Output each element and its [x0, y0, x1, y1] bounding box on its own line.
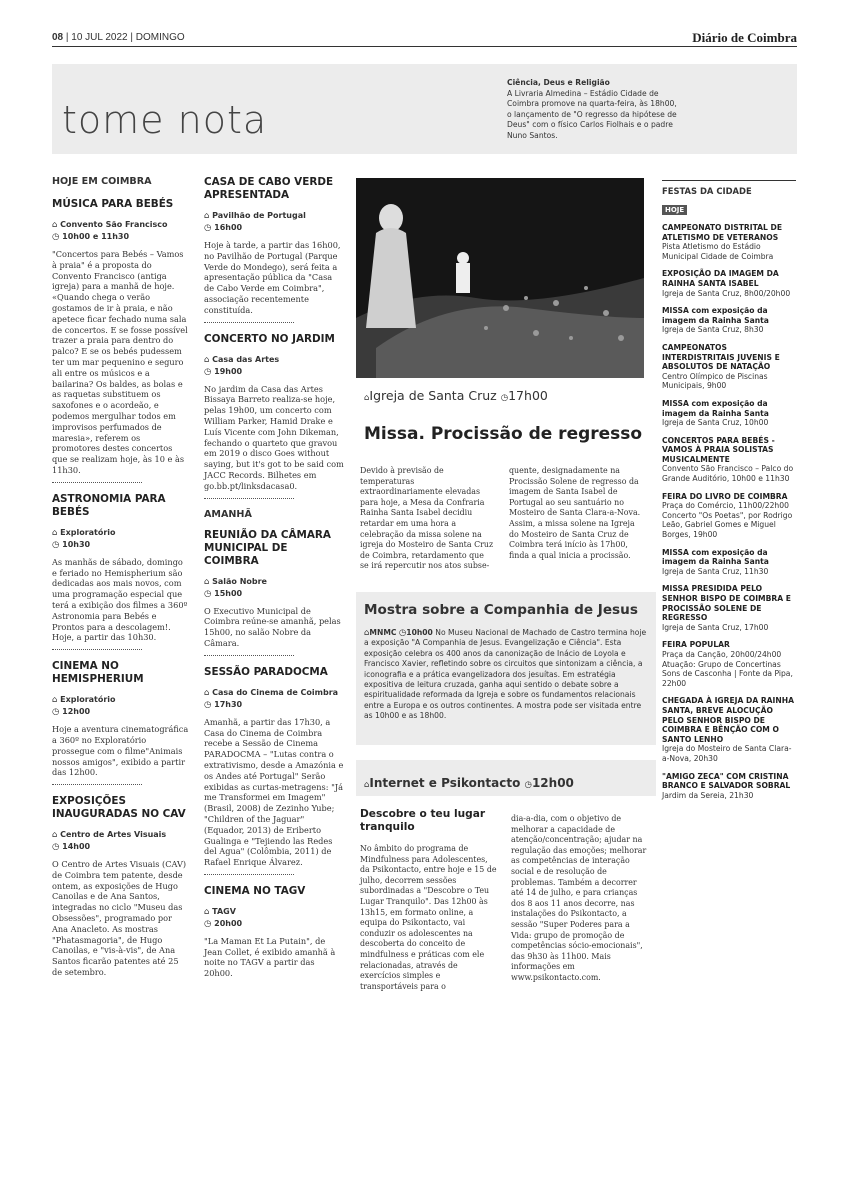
clock-icon: ◷: [204, 223, 215, 233]
event-location: [52, 829, 190, 853]
event-place: Centro de Artes Visuais: [60, 830, 167, 840]
sidebar-event-detail: Igreja de Santa Cruz, 17h00: [662, 622, 769, 632]
event-title: MÚSICA PARA BEBÉS: [52, 198, 174, 210]
event-time: 12h00: [62, 707, 91, 717]
sidebar-event-detail: Igreja do Mosteiro de Santa Clara-a-Nova, 20h30: [662, 744, 792, 763]
mind-text-a: No âmbito do programa de Mindfulness para Adolescentes, da Psikontacto, entre hoje e 15 de julho, decorrem sessões subordinadas a "Descobre o Teu Lugar Tranquilo". Das 12h00 às 13h15, em formato online, a equipa do Psikontacto, vai conduzir os adolescentes na descoberta do conceito de mindfulness e práticas com ele relacionadas, através de exercícios simples e transportáveis para o: [360, 844, 497, 991]
home-icon: ⌂: [204, 211, 213, 221]
clock-icon: ◷: [524, 780, 532, 790]
feature-headline: Missa. Procissão de regresso: [364, 424, 643, 444]
divider: [52, 649, 142, 650]
clock-icon: ◷: [204, 588, 215, 599]
event-item: [204, 666, 344, 875]
event-place: Convento São Francisco: [60, 220, 168, 229]
event-location: [204, 906, 344, 930]
sidebar-event-title: MISSA PRESIDIDA PELO SENHOR BISPO DE COIMBRA E PROCISSÃO SOLENE DE REGRESSO: [662, 584, 791, 623]
sidebar-event-title: "AMIGO ZECA" COM CRISTINA BRANCO E SALVADOR SOBRAL: [662, 771, 791, 791]
sidebar-event-title: FEIRA POPULAR: [662, 640, 730, 650]
mind-text-b: dia-a-dia, com o objetivo de melhorar a capacidade de atenção/concentração; ajudar na regulação das emoções; melhorar as competências de interação social e de resolução de problemas. Também a decorrer até 14 de julho, e para crianças dos 8 aos 11 anos decorre, nas instalações do Psikontacto, a sessão "Super Poderes para a Vida: grupo de promoção de competências sócio-emocionais", das 9h30 às 11h00. Mais informações em www.psikontacto.com.: [511, 814, 647, 982]
sidebar-event-title: MISSA com exposição da imagem da Rainha Santa: [662, 547, 769, 567]
sidebar-event: [662, 772, 796, 801]
sidebar-event: [662, 269, 796, 298]
event-location: [52, 219, 190, 243]
sidebar-event-detail: Igreja de Santa Cruz, 11h30: [662, 566, 769, 576]
event-text: "La Maman Et La Putain", de Jean Collet, é exibido amanhã à noite no TAGV a partir das 20h00.: [204, 935, 336, 979]
sidebar-event-title: FEIRA DO LIVRO DE COIMBRA: [662, 491, 788, 501]
promo-box: [507, 78, 677, 141]
home-icon: ⌂: [364, 393, 370, 403]
section-title: tome nota: [62, 98, 268, 142]
clock-icon: ◷: [52, 232, 63, 242]
home-icon: ⌂: [52, 220, 61, 230]
event-location: [52, 694, 190, 718]
clock-icon: ◷: [204, 918, 215, 929]
divider: [204, 655, 294, 656]
photo-caption: ⌂Igreja de Santa Cruz ◷17h00: [364, 388, 548, 403]
promo-title: Ciência, Deus e Religião: [507, 78, 610, 87]
event-title: CINEMA NO TAGV: [204, 884, 306, 897]
event-kicker: AMANHÃ: [204, 508, 252, 520]
festas-sidebar: [662, 180, 796, 808]
promo-text: A Livraria Almedina – Estádio Cidade de Coimbra promove na quarta-feira, às 18h00, o lançamento de "O regresso da hipótese de Deus" com o físico Carlos Fiolhais e o padre Nuno Santos.: [507, 88, 677, 140]
event-text: Hoje a aventura cinematográfica a 360º no Exploratório prossegue com o filme"Animais nossos amigos", exibido a partir das 12h00.: [52, 724, 189, 778]
event-location: [52, 527, 190, 551]
mind-caption: ⌂Internet e Psikontacto ◷12h00: [364, 776, 574, 790]
clock-icon: ◷: [204, 699, 215, 710]
event-time: 10h30: [62, 539, 91, 549]
event-item: [204, 885, 344, 979]
sidebar-event-title: CONCERTOS PARA BEBÉS - VAMOS À PRAIA SOLISTAS MUSICALMENTE: [662, 435, 775, 464]
event-item: [204, 509, 344, 656]
sidebar-event-title: MISSA com exposição da imagem da Rainha Santa: [662, 306, 769, 325]
event-item: [52, 795, 190, 978]
home-icon: ⌂: [52, 695, 61, 706]
divider: [52, 784, 142, 785]
divider: [204, 874, 294, 875]
header-rule: [52, 46, 797, 47]
event-text: No jardim da Casa das Artes Bissaya Barreto realiza-se hoje, pelas 19h00, um concerto com William Parker, Hamid Drake e Luís Vicente com John Dikeman, fechando o quarteto que gravou em 2019 o disco Goes without saying, but it's got to be said com JACC Records. Bilhetes em go.bb.pt/linksdacasa0.: [204, 383, 344, 491]
event-place: Casa do Cinema de Coimbra: [212, 687, 339, 697]
event-title: EXPOSIÇÕES INAUGURADAS NO CAV: [52, 795, 186, 821]
event-place: Salão Nobre: [212, 576, 267, 586]
clock-icon: ◷: [204, 366, 215, 377]
event-place: TAGV: [212, 906, 236, 916]
exhibit-headline: Mostra sobre a Companhia de Jesus: [364, 602, 638, 618]
event-item: [52, 198, 190, 483]
sidebar-event-title: CAMPEONATOS INTERDISTRITAIS JUVENIS E ABSOLUTOS DE NATAÇÃO: [662, 342, 780, 372]
sidebar-event: [662, 399, 796, 428]
event-time: 15h00: [214, 588, 243, 598]
sidebar-event-detail: Igreja de Santa Cruz, 10h00: [662, 418, 769, 428]
home-icon: ⌂: [364, 628, 370, 638]
sidebar-event-detail: Centro Olímpico de Piscinas Municipais, 9h00: [662, 371, 768, 391]
event-text: "Concertos para Bebés – Vamos à praia" é a proposta do Convento Francisco (antiga igreja) para a manhã de hoje. «Quando chega o verão gostamos de ir à praia, e não apetece ficar fechado numa sala de concertos. E se fosse possível trazer a praia para dentro do palco? E se os bebés pudessem ter um mar pequenino e seguro ali entre os músicos e a bailarina? Os baldes, as bolas e as raquetas substituem os saxofones e o acordeão, e podemos mergulhar todos em improvisos perfumados de maresia», referem os promotores destes concertos que se realizam hoje, às 10 e às 11h30.: [52, 249, 188, 475]
home-icon: ⌂: [204, 906, 213, 917]
home-icon: ⌂: [204, 687, 213, 698]
column-events: [204, 176, 344, 983]
column-kicker: HOJE EM COIMBRA: [52, 176, 152, 187]
event-text: O Executivo Municipal de Coimbra reúne-se amanhã, pelas 15h00, no salão Nobre da Câmara.: [204, 605, 341, 648]
event-item: [52, 493, 190, 650]
feature-text-b: quente, designadamente na Procissão Solene de regresso da imagem de Santa Isabel de Portugal ao seu santuário no Mosteiro de Santa Clara-a-Nova. Assim, a missa solene na Igreja do Mosteiro de Santa Cruz de Coimbra terá início às 17h00, finda a qual inicia a procissão.: [509, 466, 641, 560]
sidebar-event-title: EXPOSIÇÃO DA IMAGEM DA RAINHA SANTA ISABEL: [662, 269, 779, 288]
sidebar-event-detail: Jardim da Sereia, 21h30: [662, 790, 754, 800]
mind-headline: Descobre o teu lugar tranquilo: [360, 808, 486, 833]
event-place: Exploratório: [60, 527, 116, 537]
sidebar-event: [662, 223, 796, 261]
page-header: [52, 28, 797, 46]
sidebar-event: [662, 584, 796, 632]
sidebar-event-title: CHEGADA À IGREJA DA RAINHA SANTA, BREVE ALOCUÇÃO PELO SENHOR BISPO DE COIMBRA E BÊNÇÃO COM O SANTO LENHO: [662, 696, 794, 744]
sidebar-tag: HOJE: [662, 205, 687, 215]
home-icon: ⌂: [204, 576, 213, 587]
event-title: CASA DE CABO VERDE APRESENTADA: [204, 176, 334, 201]
clock-icon: ◷: [52, 842, 63, 853]
brand-logo: Diário de Coimbra: [692, 30, 797, 45]
divider: [52, 482, 142, 483]
event-text: Hoje à tarde, a partir das 16h00, no Pavilhão de Portugal (Parque Verde do Mondego), será feita a apresentação pública da "Casa de Cabo Verde em Coimbra", associação recentemente constituída.: [204, 240, 341, 315]
photo-illustration: [356, 178, 644, 378]
church-photo: [356, 178, 644, 378]
event-place: Pavilhão de Portugal: [212, 211, 306, 220]
exhibit-text: ⌂MNMC ◷10h00 No Museu Nacional de Machado de Castro termina hoje a exposição "A Companhia de Jesus. Evangelização e Ciência". Esta exposição celebra os 400 anos da canonização de Inácio de Loyola e Francisco Xavier, refletindo sobre os circuitos que sintonizam a ciência, a iconografia e a prática evangelizadora dos jesuítas. Em estratégia expositiva de leitura cruzada, ganha aqui sentido o debate sobre a espiritualidade reformada da Igreja e sobre os fundamentos relacionais entre a Europa e os outros continentes. A mostra pode ser visitada entre as 10h00 e as 18h00.: [364, 628, 647, 721]
event-location: [204, 687, 344, 711]
divider: [204, 498, 294, 499]
divider: [204, 322, 294, 323]
event-time: 10h00 e 11h30: [62, 232, 130, 241]
sidebar-kicker: FESTAS DA CIDADE: [662, 186, 752, 196]
event-item: [204, 176, 344, 323]
sidebar-event: [662, 306, 796, 335]
sidebar-event-detail: Igreja de Santa Cruz, 8h30: [662, 325, 764, 335]
sidebar-event: [662, 343, 796, 391]
exhibit-box: [356, 592, 656, 745]
sidebar-event-detail: Igreja de Santa Cruz, 8h00/20h00: [662, 288, 791, 298]
event-location: [204, 354, 344, 378]
home-icon: ⌂: [52, 527, 61, 538]
sidebar-event: [662, 548, 796, 577]
sidebar-event-detail: Praça da Canção, 20h00/24h00 Atuação: Grupo de Concertinas Sons de Casconha | Fonte da Pipa, 22h00: [662, 649, 793, 688]
event-time: 17h30: [214, 699, 243, 709]
event-time: 14h00: [62, 842, 91, 852]
mind-body: [360, 808, 648, 992]
feature-text-a: Devido à previsão de temperaturas extraordinariamente elevadas para hoje, a Mesa da Confraria Rainha Santa Isabel decidiu retardar em uma hora a celebração da missa solene na igreja do Mosteiro de Santa Cruz de Coimbra, retardamento que se irá repercutir nos atos subse-: [360, 466, 494, 571]
home-icon: ⌂: [204, 354, 213, 365]
sidebar-event-title: CAMPEONATO DISTRITAL DE ATLETISMO DE VETERANOS: [662, 223, 783, 242]
event-title: SESSÃO PARADOCMA: [204, 665, 328, 678]
event-time: 19h00: [214, 366, 243, 376]
clock-icon: ◷: [398, 628, 407, 638]
sidebar-event-detail: Convento São Francisco – Palco do Grande Auditório, 10h00 e 11h30: [662, 464, 794, 484]
header-meta: 08 | 10 JUL 2022 | DOMINGO: [52, 32, 185, 43]
sidebar-event: [662, 436, 796, 484]
event-title: REUNIÃO DA CÂMARA MUNICIPAL DE COIMBRA: [204, 528, 331, 567]
sidebar-event-detail: Praça do Comércio, 11h00/22h00 Concerto "Os Poetas", por Rodrigo Leão, Gabriel Gomes e Miguel Borges, 19h00: [662, 501, 793, 540]
event-title: CONCERTO NO JARDIM: [204, 332, 335, 345]
event-title: ASTRONOMIA PARA BEBÉS: [52, 492, 166, 518]
clock-icon: ◷: [500, 393, 509, 403]
event-text: As manhãs de sábado, domingo e feriado no Hemispherium são dedicadas aos mais novos, com uma programação especial que terá a exibição dos filmes a 360º Astronomia para Bebés e Prontos para a descolagem!. Hoje, a partir das 10h30.: [52, 556, 188, 643]
sidebar-event: [662, 640, 796, 688]
event-text: Amanhã, a partir das 17h30, a Casa do Cinema de Coimbra recebe a Sessão de Cinema PARADOCMA – "Lutas contra o extrativismo, desde a Amazónia e os Andes até Portugal" Serão exibidas as curtas-metragens: "Já me Transformei em Imagem" (Brasil, 2008) de Zezinho Yube; "Children of the Jaguar" (Equador, 2013) de Eriberto Gualinga e "Tejiendo las Redes del Agua" (Colômbia, 2011) de Rafael Enrique Álvarez.: [204, 716, 344, 868]
home-icon: ⌂: [364, 780, 370, 790]
sidebar-rule: [662, 180, 796, 181]
event-time: 20h00: [214, 918, 243, 928]
clock-icon: ◷: [52, 707, 63, 718]
event-title: CINEMA NO HEMISPHERIUM: [52, 660, 144, 686]
event-time: 16h00: [214, 223, 243, 232]
event-item: [52, 660, 190, 785]
event-text: O Centro de Artes Visuais (CAV) de Coimbra tem patente, desde ontem, as exposições de Hugo Canoilas e de Ana Santos, integradas no ciclo "Museu das Obsessões", programado por Ana Anacleto. As mostras "Phatasmagoria", de Hugo Canoilas, e "vis-à-vis", de Ana Santos ficarão patentes até 25 de setembro.: [52, 859, 187, 978]
home-icon: ⌂: [52, 830, 61, 841]
column-hoje: [52, 176, 190, 982]
sidebar-event: [662, 696, 796, 763]
event-place: Casa das Artes: [212, 354, 280, 364]
sidebar-event-detail: Pista Atletismo do Estádio Municipal Cidade de Coimbra: [662, 242, 774, 261]
sidebar-event-title: MISSA com exposição da imagem da Rainha Santa: [662, 398, 769, 418]
event-item: [204, 333, 344, 499]
event-place: Exploratório: [60, 695, 116, 705]
sidebar-event: [662, 492, 796, 540]
feature-body: [360, 460, 644, 572]
clock-icon: ◷: [52, 539, 63, 550]
event-location: [204, 210, 344, 234]
event-location: [204, 576, 344, 600]
section-band: [52, 64, 797, 154]
